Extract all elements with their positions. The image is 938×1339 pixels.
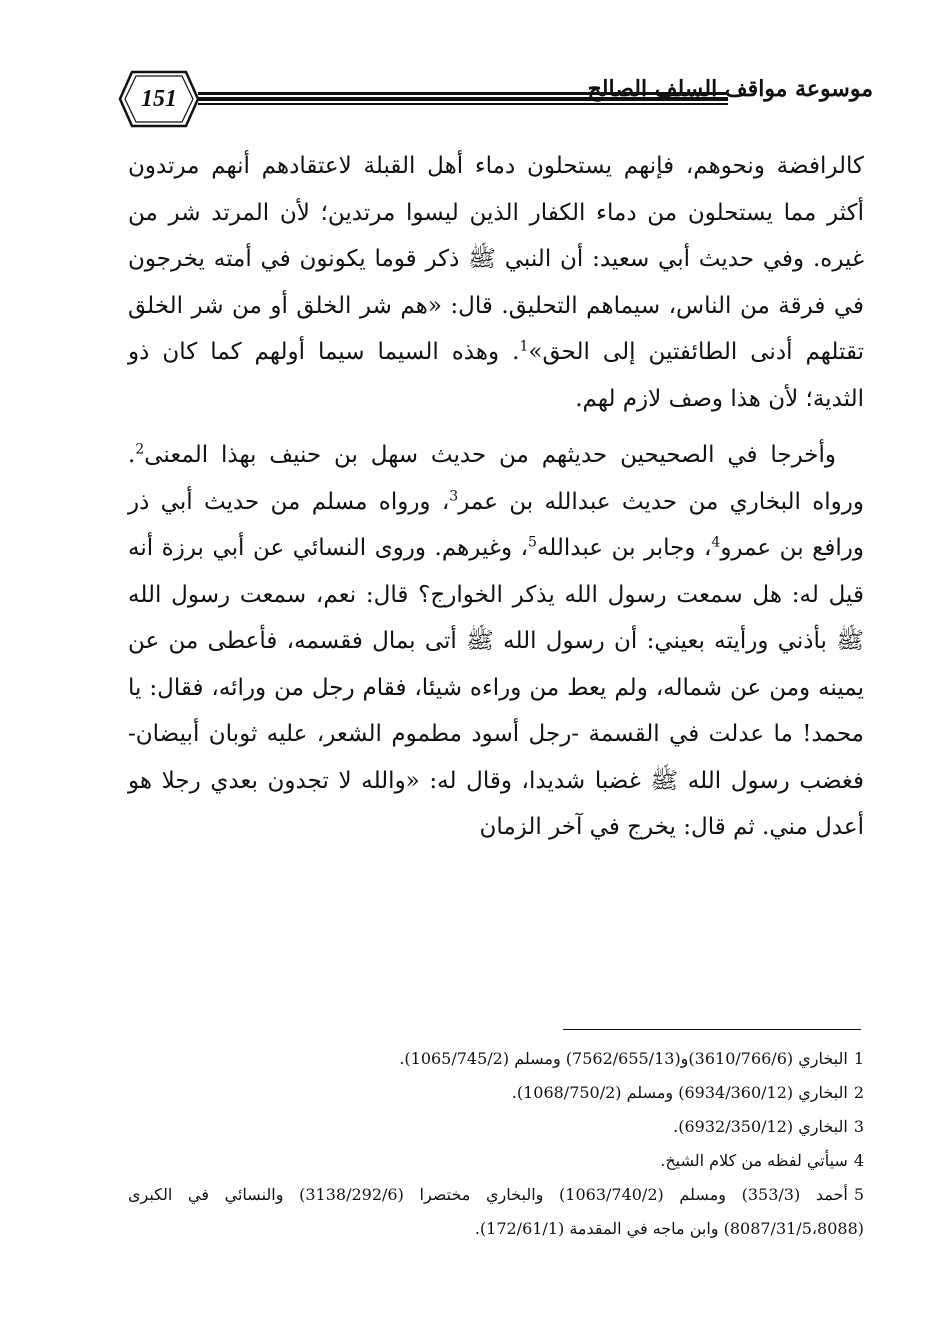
- text-run: ، ورواه مسلم من حديث أبي ذر ورافع بن عمرو: [128, 488, 864, 561]
- footnote: [128, 1178, 864, 1246]
- footnote: [128, 1042, 864, 1076]
- footnote-number: 4: [853, 1151, 864, 1170]
- footnote-text: أحمد (353/3) ومسلم (1063/740/2) والبخاري مختصرا (3138/292/6) والنسائي في الكبرى (8087/31/5،8088) وابن ماجه في المقدمة (172/61/1).: [128, 1185, 864, 1238]
- page-number-badge: [118, 70, 200, 128]
- footnote-number: 3: [853, 1117, 864, 1136]
- text-run: ، وجابر بن عبدالله: [536, 535, 712, 561]
- footnote: [128, 1110, 864, 1144]
- text-run: . ورواه البخاري من حديث عبدالله بن عمر: [128, 442, 864, 515]
- footnote-number: 1: [853, 1049, 864, 1068]
- footnote-number: 2: [853, 1083, 864, 1102]
- footnote-text: سيأتي لفظه من كلام الشيخ.: [660, 1151, 848, 1170]
- footnote-marker[interactable]: 4: [711, 534, 721, 551]
- footnote-text: البخاري (3610/766/6)و(7562/655/13) ومسلم (1065/745/2).: [399, 1049, 848, 1068]
- text-run: . وهذه السيما سيما أولهم كما كان ذو الثدية؛ لأن هذا وصف لازم لهم.: [128, 339, 864, 412]
- footnote-marker[interactable]: 3: [449, 487, 459, 504]
- footnote-number: 5: [853, 1185, 865, 1204]
- text-run: وأخرجا في الصحيحين حديثهم من حديث سهل بن حنيف بهذا المعنى: [144, 442, 836, 468]
- paragraph: [128, 143, 864, 422]
- footnote-marker[interactable]: 5: [528, 534, 537, 551]
- footnotes: [128, 1042, 864, 1246]
- footnote-marker[interactable]: 2: [135, 441, 145, 458]
- footnote: [128, 1144, 864, 1178]
- footnote-text: البخاري (6932/350/12).: [673, 1117, 848, 1136]
- paragraph: [128, 432, 864, 851]
- text-run: كالرافضة ونحوهم، فإنهم يستحلون دماء أهل القبلة لاعتقادهم أنهم مرتدون أكثر مما يستحلون من دماء الكفار الذين ليسوا مرتدين؛ لأن المرتد شر من غيره. وفي حديث أبي سعيد: أن النبي ﷺ ذكر قوما يكونون في أمته يخرجون في فرقة من الناس، سيماهم التحليق. قال: «هم شر الخلق أو من شر الخلق تقتلهم أدنى الطائفتين إلى الحق»: [128, 153, 865, 365]
- footnote-separator: [563, 1029, 861, 1030]
- footnote-text: البخاري (6934/360/12) ومسلم (1068/750/2).: [511, 1083, 848, 1102]
- page-header: [118, 70, 873, 128]
- footnote-marker[interactable]: 1: [519, 338, 529, 355]
- text-run: ، وغيرهم. وروى النسائي عن أبي برزة أنه قيل له: هل سمعت رسول الله يذكر الخوارج؟ قال: نعم، سمعت رسول الله ﷺ بأذني ورأيته بعيني: أن رسول الله ﷺ أتى بمال فقسمه، فأعطى من عن يمينه ومن عن شماله، ولم يعط من وراءه شيئا، فقام رجل من ورائه، فقال: يا محمد! ما عدلت في القسمة -رجل أسود مطموم الشعر، عليه ثوبان أبيضان- فغضب رسول الله ﷺ غضبا شديدا، وقال له: «والله لا تجدون بعدي رجلا هو أعدل مني. ثم قال: يخرج في آخر الزمان: [128, 535, 865, 840]
- book-title: موسوعة مواقف السلف الصالح: [587, 76, 873, 102]
- page-number: 151: [141, 86, 177, 112]
- main-text: [128, 143, 864, 851]
- footnote: [128, 1076, 864, 1110]
